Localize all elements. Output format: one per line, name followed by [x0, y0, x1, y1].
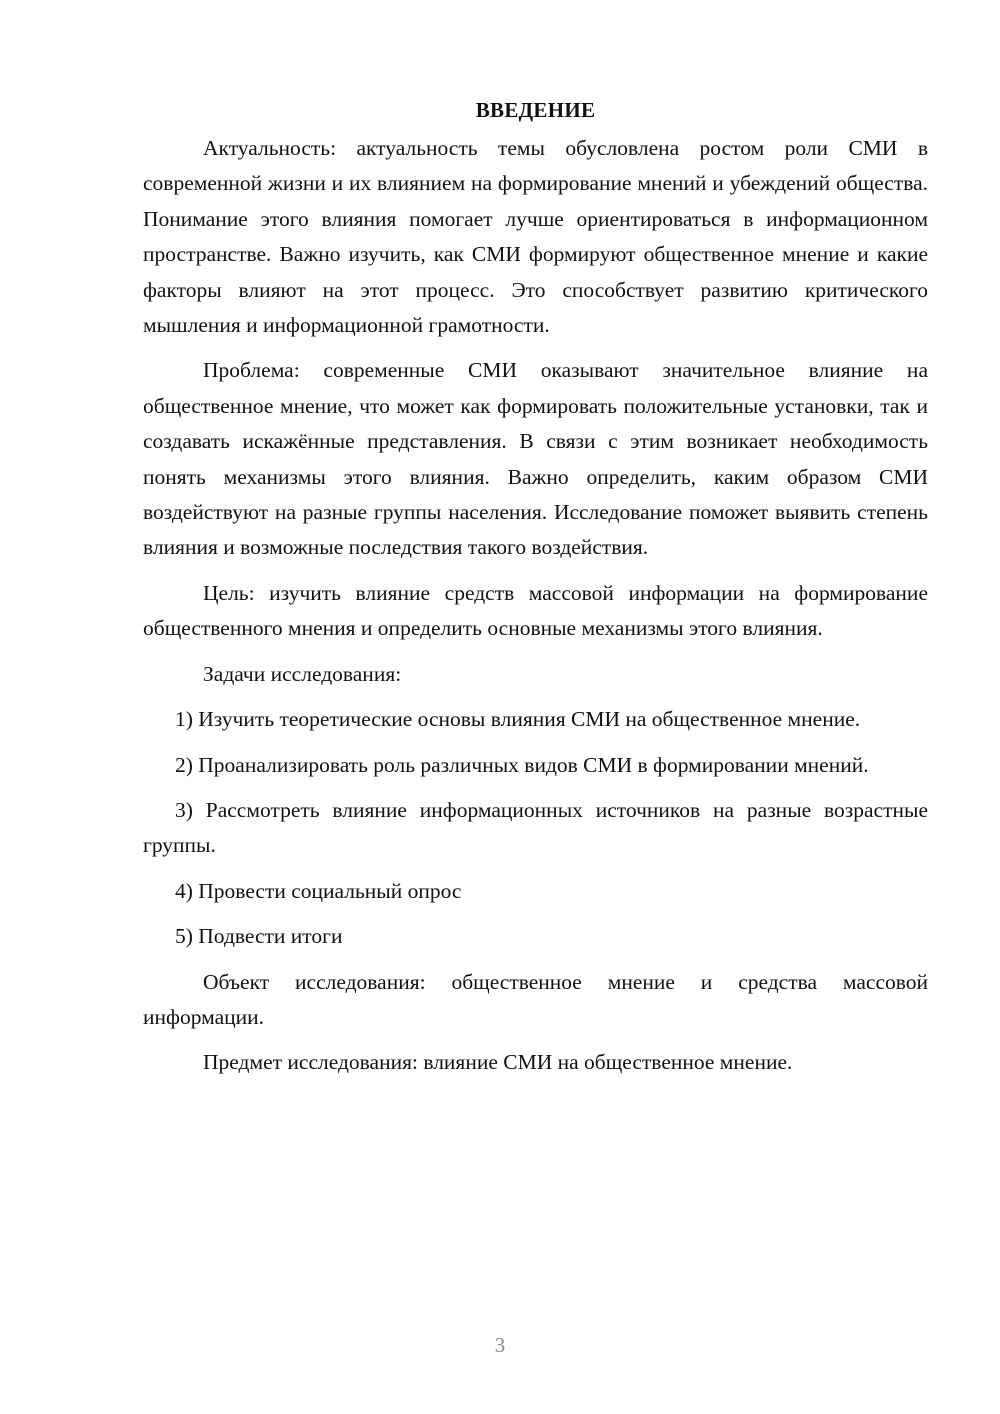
object-paragraph: Объект исследования: общественное мнение и средства массовой информации. — [143, 969, 928, 1029]
subject-paragraph: Предмет исследования: влияние СМИ на общественное мнение. — [203, 1050, 793, 1075]
section-heading: ВВЕДЕНИЕ — [475, 98, 596, 122]
problem-paragraph: Проблема: современные СМИ оказывают значительное влияние на общественное мнение, что может как формировать положительные установки, так и создавать искажённые представления. В связи с этим возникает необходимость понять механизмы этого влияния. Важно определить, каким образом СМИ воздействуют на разные группы населения. Исследование поможет выявить степень влияния и возможные последствия такого воздействия. — [143, 358, 928, 560]
task-item: 2) Проанализировать роль различных видов СМИ в формировании мнений. — [175, 752, 869, 777]
task-item: 3) Рассмотреть влияние информационных источников на разные возрастные группы. — [143, 797, 928, 858]
task-item: 5) Подвести итоги — [175, 924, 343, 949]
document-page — [143, 92, 928, 1091]
relevance-paragraph: Актуальность: актуальность темы обусловлена ростом роли СМИ в современной жизни и их влиянием на формирование мнений и убеждений общества. Понимание этого влияния помогает лучше ориентироваться в информационном пространстве. Важно изучить, как СМИ формируют общественное мнение и какие факторы влияют на этот процесс. Это способствует развитию критического мышления и информационной грамотности. — [143, 136, 928, 338]
task-item: 1) Изучить теоретические основы влияния СМИ на общественное мнение. — [175, 707, 861, 732]
goal-paragraph: Цель: изучить влияние средств массовой информации на формирование общественного мнения и определить основные механизмы этого влияния. — [143, 580, 928, 641]
page-number: 3 — [494, 1333, 506, 1357]
task-item: 4) Провести социальный опрос — [175, 878, 462, 903]
tasks-title: Задачи исследования: — [203, 661, 402, 686]
